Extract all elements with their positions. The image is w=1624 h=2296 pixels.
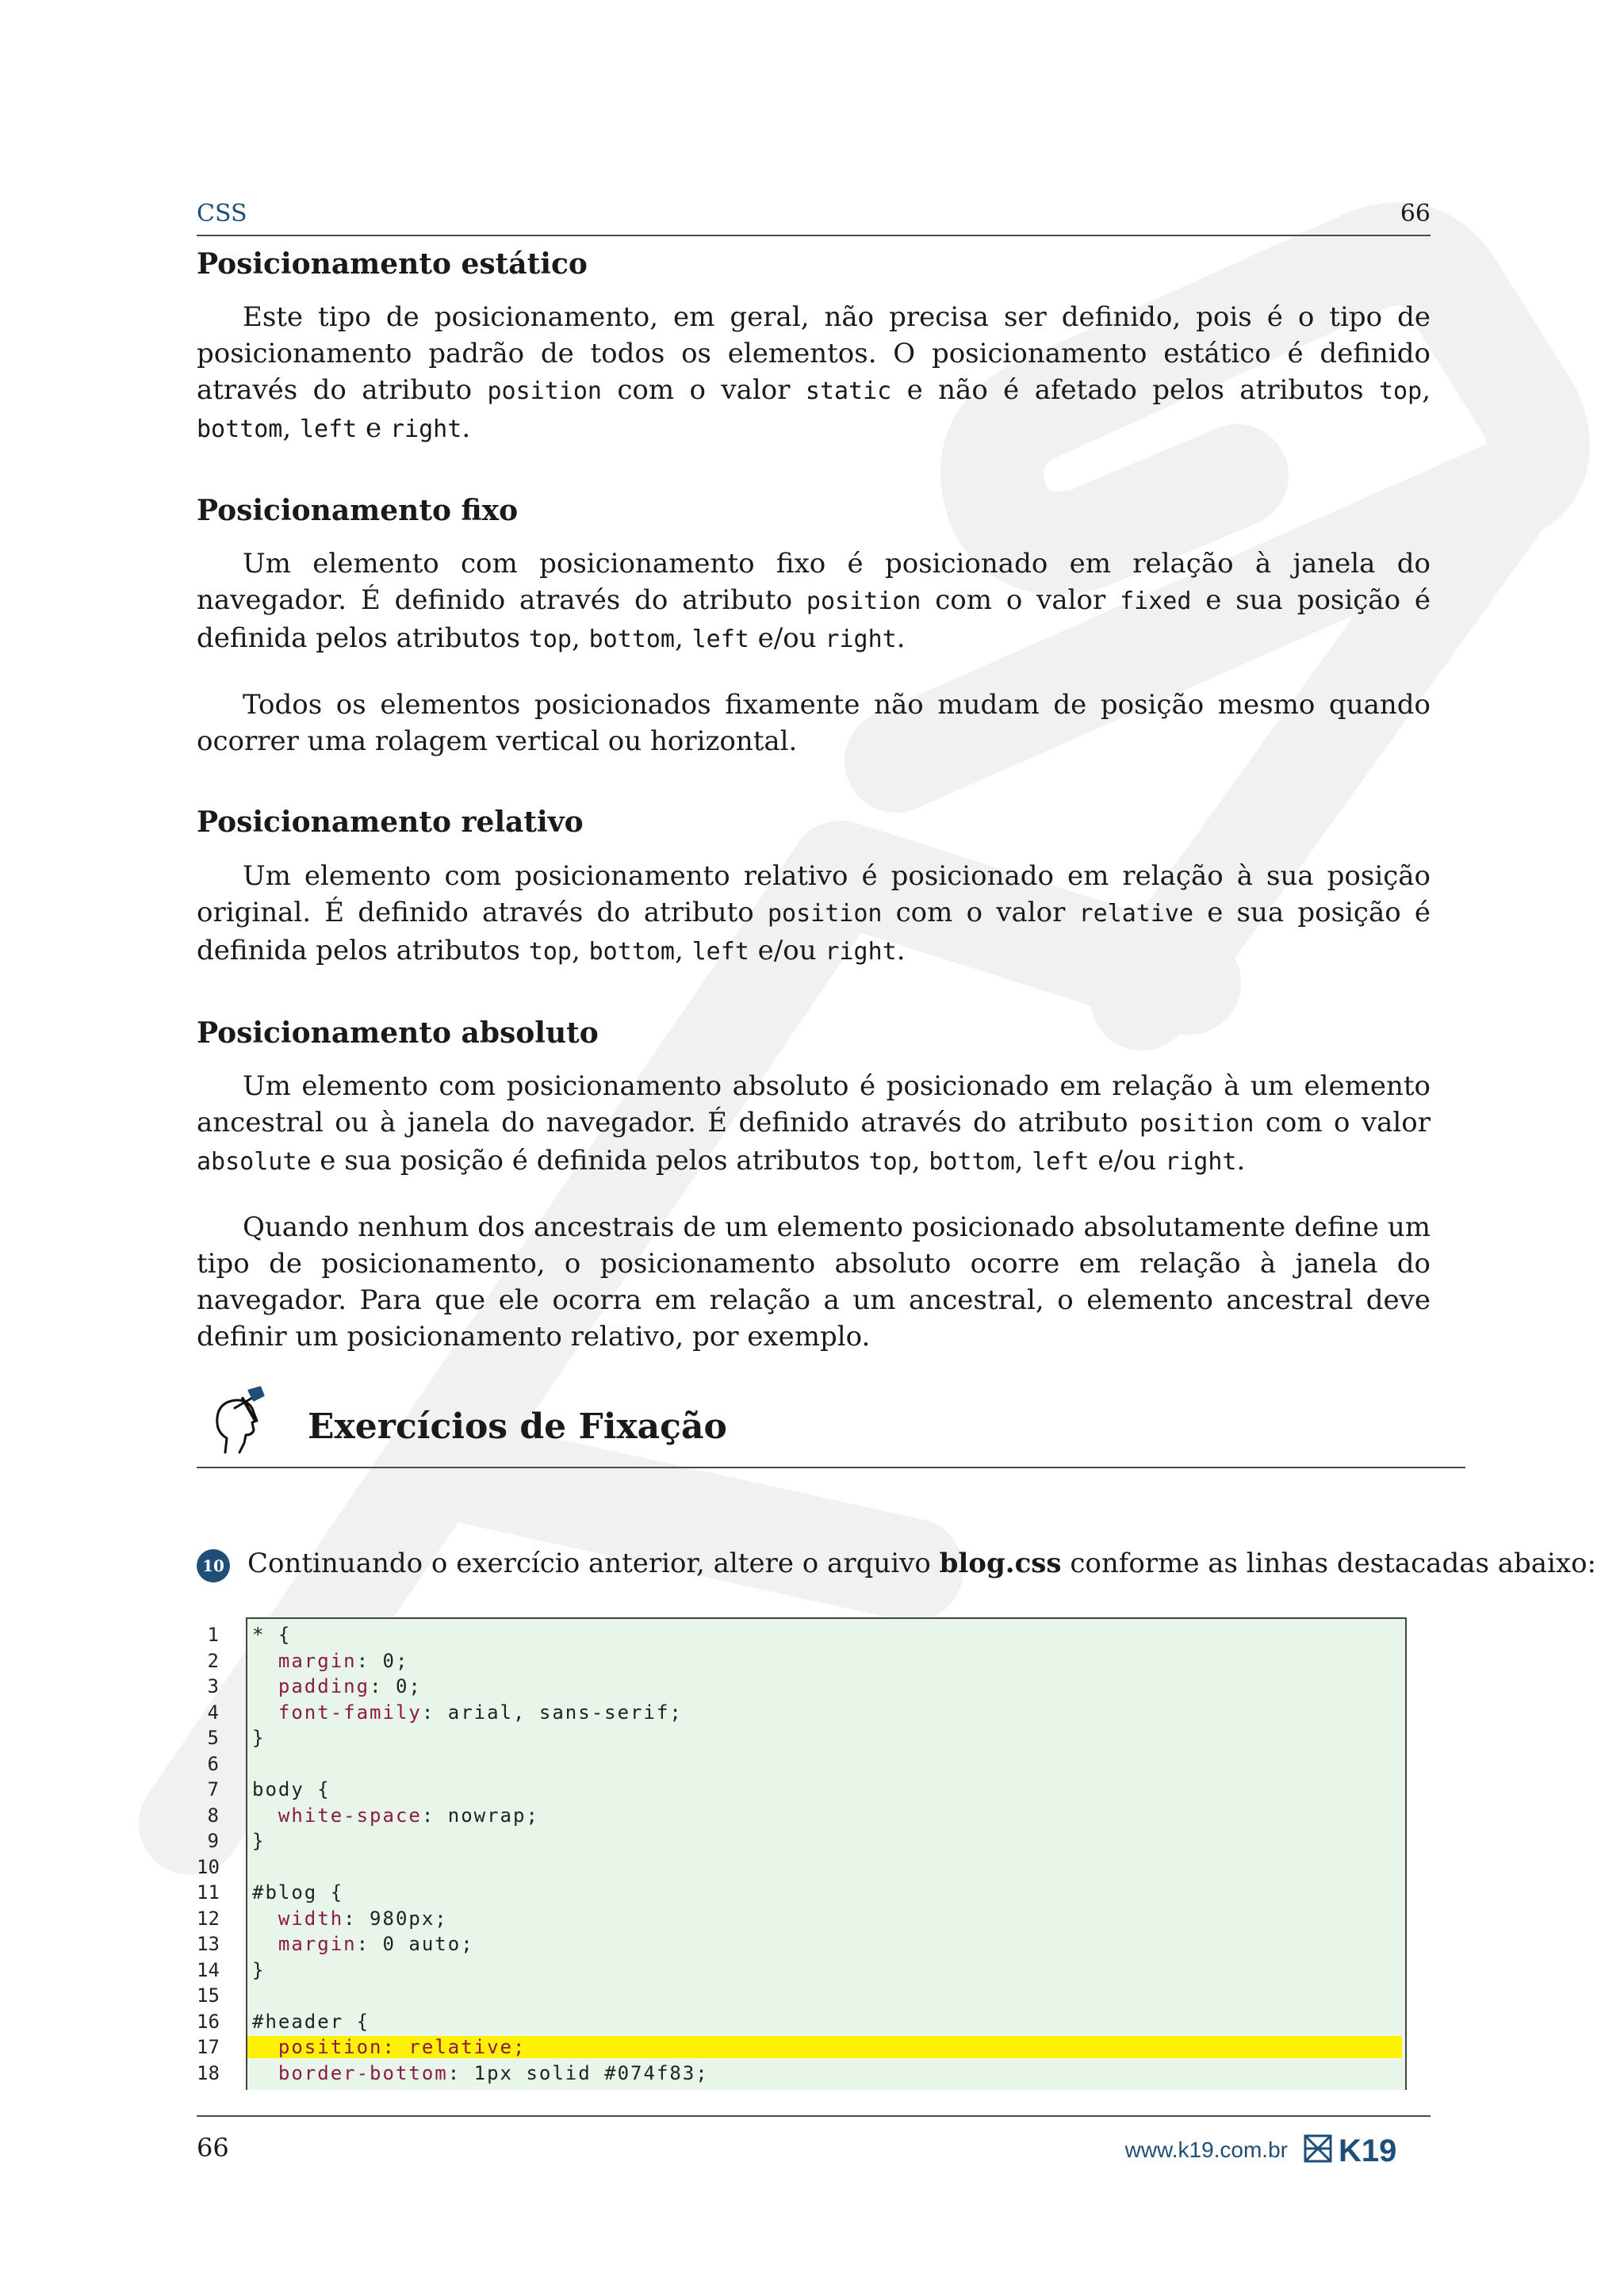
spacer xyxy=(197,760,1431,806)
code-line xyxy=(197,1751,1410,1777)
line-number: 17 xyxy=(197,2036,220,2058)
section-paragraph xyxy=(197,1068,1431,1181)
section-title: Posicionamento estático xyxy=(197,247,588,281)
paragraph-text: . xyxy=(462,412,471,445)
code-text xyxy=(252,1700,683,1725)
paragraph-text: e não é afetado pelos atributos xyxy=(891,374,1379,407)
inline-code: bottom xyxy=(929,1147,1015,1176)
line-number: 6 xyxy=(207,1752,219,1775)
inline-code: right xyxy=(1165,1147,1237,1176)
code-token xyxy=(252,1675,278,1697)
code-token xyxy=(252,1701,278,1724)
line-number: 4 xyxy=(207,1701,219,1724)
inline-code: position xyxy=(767,899,883,928)
paragraph-text: e/ou xyxy=(749,934,825,966)
logo-text: K19 xyxy=(1339,2133,1397,2166)
header-page-number: 66 xyxy=(1400,200,1431,228)
code-line xyxy=(197,1700,1410,1725)
code-line xyxy=(197,1803,1410,1828)
exercise-item xyxy=(197,1544,1597,1589)
paragraph-text: . xyxy=(896,622,906,655)
sections xyxy=(197,247,1431,1401)
code-token: : nowrap; xyxy=(421,1804,539,1827)
inline-code: position xyxy=(487,377,602,406)
spacer xyxy=(197,448,1431,494)
line-number: 11 xyxy=(197,1881,220,1904)
inline-code: position xyxy=(1139,1109,1254,1138)
code-token: } xyxy=(252,1958,266,1981)
line-number: 5 xyxy=(207,1727,219,1749)
code-token: : arial, sans-serif; xyxy=(421,1701,683,1724)
line-number: 3 xyxy=(207,1675,219,1697)
paragraph-text: , xyxy=(911,1144,929,1177)
inline-code: top xyxy=(528,937,572,966)
code-text xyxy=(252,1648,408,1674)
exercises-title: Exercícios de Fixação xyxy=(308,1406,727,1447)
code-token xyxy=(252,1908,278,1930)
paragraph-text: , xyxy=(571,622,589,655)
page-footer xyxy=(197,2115,1431,2180)
section-title: Posicionamento relativo xyxy=(197,806,584,840)
code-line xyxy=(197,1854,1410,1880)
running-header xyxy=(197,197,1431,236)
code-text xyxy=(252,1674,422,1699)
paragraph-text: . xyxy=(1236,1144,1246,1177)
exercise-number-badge: 10 xyxy=(197,1549,230,1582)
spacer xyxy=(197,970,1431,1016)
code-token: #blog { xyxy=(252,1881,344,1904)
inline-code: relative xyxy=(1078,899,1194,928)
inline-code: top xyxy=(1379,377,1423,406)
code-token: #header { xyxy=(252,2010,370,2033)
code-token: } xyxy=(252,1830,266,1852)
code-keyword: : relative; xyxy=(382,2036,527,2058)
code-text xyxy=(252,2034,526,2060)
inline-code: left xyxy=(691,937,749,966)
paragraph-text: , xyxy=(674,934,692,966)
paragraph-text: , xyxy=(1014,1144,1032,1177)
code-line xyxy=(197,2034,1410,2060)
code-token: : 980px; xyxy=(343,1907,448,1930)
line-number: 7 xyxy=(207,1778,219,1800)
code-line xyxy=(197,1674,1410,1699)
paragraph-text: com o valor xyxy=(921,584,1120,617)
code-text xyxy=(252,1828,265,1854)
code-text xyxy=(252,1957,265,1983)
main-content xyxy=(197,247,1431,1401)
section-paragraph xyxy=(197,545,1431,658)
code-text xyxy=(252,2009,370,2034)
inline-code: left xyxy=(691,626,749,654)
line-number: 13 xyxy=(197,1933,220,1955)
code-text xyxy=(252,1725,265,1751)
paragraph-text: com o valor xyxy=(882,896,1079,928)
paragraph-text: . xyxy=(896,934,906,966)
line-number: 1 xyxy=(207,1624,219,1646)
inline-code: right xyxy=(390,415,462,444)
code-line xyxy=(197,2061,1410,2086)
code-token: } xyxy=(252,1727,266,1749)
paragraph-text: Este tipo de posicionamento, em geral, não precisa ser definido, pois é o tipo de posicionamento padrão de todos os elementos. O posicionamento estático é definido através do atributo xyxy=(197,301,1431,407)
code-keyword: padding xyxy=(278,1675,370,1697)
code-token: : 0 auto; xyxy=(356,1933,474,1955)
spacer xyxy=(197,1181,1431,1209)
section-title: Posicionamento fixo xyxy=(197,494,519,528)
code-line xyxy=(197,1828,1410,1854)
inline-code: right xyxy=(825,937,897,966)
code-line xyxy=(197,1983,1410,2008)
code-keyword: border-bottom xyxy=(278,2061,448,2084)
section-paragraph xyxy=(197,687,1431,760)
paragraph-text: com o valor xyxy=(1254,1106,1431,1138)
paragraph-text: Um elemento com posicionamento relativo é posicionado em relação à sua posição original. É definido através do atributo xyxy=(197,859,1431,928)
code-text xyxy=(252,1880,343,1905)
line-number: 2 xyxy=(207,1649,219,1672)
paragraph-text: e sua posição é definida pelos atributos xyxy=(197,896,1431,966)
code-token xyxy=(252,1933,278,1955)
head-with-hammer-icon xyxy=(208,1386,279,1457)
exercises-title-row xyxy=(197,1380,1465,1468)
code-listing xyxy=(197,1617,1410,2090)
code-token xyxy=(252,2062,278,2084)
code-token xyxy=(252,1650,278,1672)
code-text xyxy=(252,1803,539,1828)
instruction-text-before: Continuando o exercício anterior, altere o arquivo xyxy=(247,1548,940,1579)
code-line xyxy=(197,1622,1410,1647)
code-keyword: margin xyxy=(278,1649,357,1672)
line-number: 16 xyxy=(197,2010,220,2033)
code-line xyxy=(197,1880,1410,1905)
paragraph-text: e/ou xyxy=(1089,1144,1166,1177)
paragraph-text: e sua posição é definida pelos atributos xyxy=(197,584,1431,655)
line-number: 12 xyxy=(197,1907,220,1930)
code-text xyxy=(252,1777,331,1802)
paragraph-text: Um elemento com posicionamento fixo é posicionado em relação à janela do navegador. É definido através do atributo xyxy=(197,548,1431,617)
instruction-text-after: conforme as linhas destacadas abaixo: xyxy=(1061,1548,1597,1579)
section-paragraph xyxy=(197,858,1431,970)
code-token: : 1px solid #074f83; xyxy=(447,2061,709,2084)
paragraph-text: e sua posição é definida pelos atributos xyxy=(311,1144,869,1177)
code-token xyxy=(252,1804,278,1827)
inline-code: top xyxy=(528,626,572,654)
code-text xyxy=(252,2061,709,2086)
code-text xyxy=(252,1622,291,1647)
inline-code: position xyxy=(806,587,921,616)
paragraph-text: , xyxy=(282,412,300,445)
paragraph-text: , xyxy=(1422,374,1431,407)
code-line xyxy=(197,1957,1410,1983)
code-line xyxy=(197,1777,1410,1802)
code-token: * { xyxy=(252,1624,292,1646)
footer-url: www.k19.com.br xyxy=(1124,2137,1288,2162)
spacer xyxy=(197,658,1431,687)
footer-page-number: 66 xyxy=(197,2133,229,2163)
inline-code: fixed xyxy=(1120,587,1192,616)
code-keyword: margin xyxy=(278,1933,357,1955)
code-token: : 0; xyxy=(370,1675,422,1697)
code-line xyxy=(197,1725,1410,1751)
k19-logo xyxy=(1304,2131,1431,2166)
line-number: 18 xyxy=(197,2061,220,2084)
paragraph-text: , xyxy=(571,934,589,966)
section-paragraph xyxy=(197,299,1431,448)
paragraph-text: Quando nenhum dos ancestrais de um elemento posicionado absolutamente define um tipo de posicionamento, o posicionamento absoluto ocorre em relação à janela do navegador. Para que ele ocorra em relação a um ancestral, o elemento ancestral deve definir um posicionamento relativo, por exemplo. xyxy=(197,1211,1431,1353)
code-keyword: position xyxy=(278,2036,383,2058)
instruction-filename: blog.css xyxy=(939,1548,1062,1579)
code-keyword: white-space xyxy=(278,1804,422,1827)
code-line xyxy=(197,1906,1410,1931)
paragraph-text: com o valor xyxy=(602,374,806,407)
inline-code: left xyxy=(1032,1147,1090,1176)
line-number: 14 xyxy=(197,1958,220,1981)
paragraph-text: e xyxy=(357,412,390,445)
paragraph-text: e/ou xyxy=(749,622,825,655)
code-text xyxy=(252,1931,474,1957)
exercise-instruction xyxy=(247,1548,1596,1579)
line-number: 9 xyxy=(207,1830,219,1852)
code-token: body { xyxy=(252,1778,331,1800)
inline-code: top xyxy=(868,1147,912,1176)
code-line xyxy=(197,1648,1410,1674)
paragraph-text: Todos os elementos posicionados fixamente não mudam de posição mesmo quando ocorrer uma rolagem vertical ou horizontal. xyxy=(197,689,1431,758)
inline-code: bottom xyxy=(197,415,283,444)
code-text xyxy=(252,1906,448,1931)
code-keyword: width xyxy=(278,1907,344,1930)
inline-code: left xyxy=(300,415,358,444)
section-title: Posicionamento absoluto xyxy=(197,1016,599,1050)
paragraph-text: Um elemento com posicionamento absoluto é posicionado em relação à um elemento ancestral ou à janela do navegador. É definido através do atributo xyxy=(197,1070,1431,1138)
line-number: 15 xyxy=(197,1984,220,2007)
inline-code: right xyxy=(825,626,897,654)
chapter-title: CSS xyxy=(197,200,247,228)
line-number: 8 xyxy=(207,1804,219,1827)
code-line xyxy=(197,2009,1410,2034)
exercises-heading xyxy=(197,1380,1465,1468)
paragraph-text: , xyxy=(674,622,692,655)
section-paragraph xyxy=(197,1209,1431,1355)
code-token xyxy=(252,2036,278,2058)
inline-code: bottom xyxy=(588,937,675,966)
inline-code: static xyxy=(805,377,892,406)
inline-code: bottom xyxy=(588,626,675,654)
code-line xyxy=(197,1931,1410,1957)
line-number: 10 xyxy=(197,1855,220,1878)
code-token: : 0; xyxy=(356,1649,409,1672)
code-keyword: font-family xyxy=(278,1701,422,1724)
inline-code: absolute xyxy=(197,1147,312,1176)
